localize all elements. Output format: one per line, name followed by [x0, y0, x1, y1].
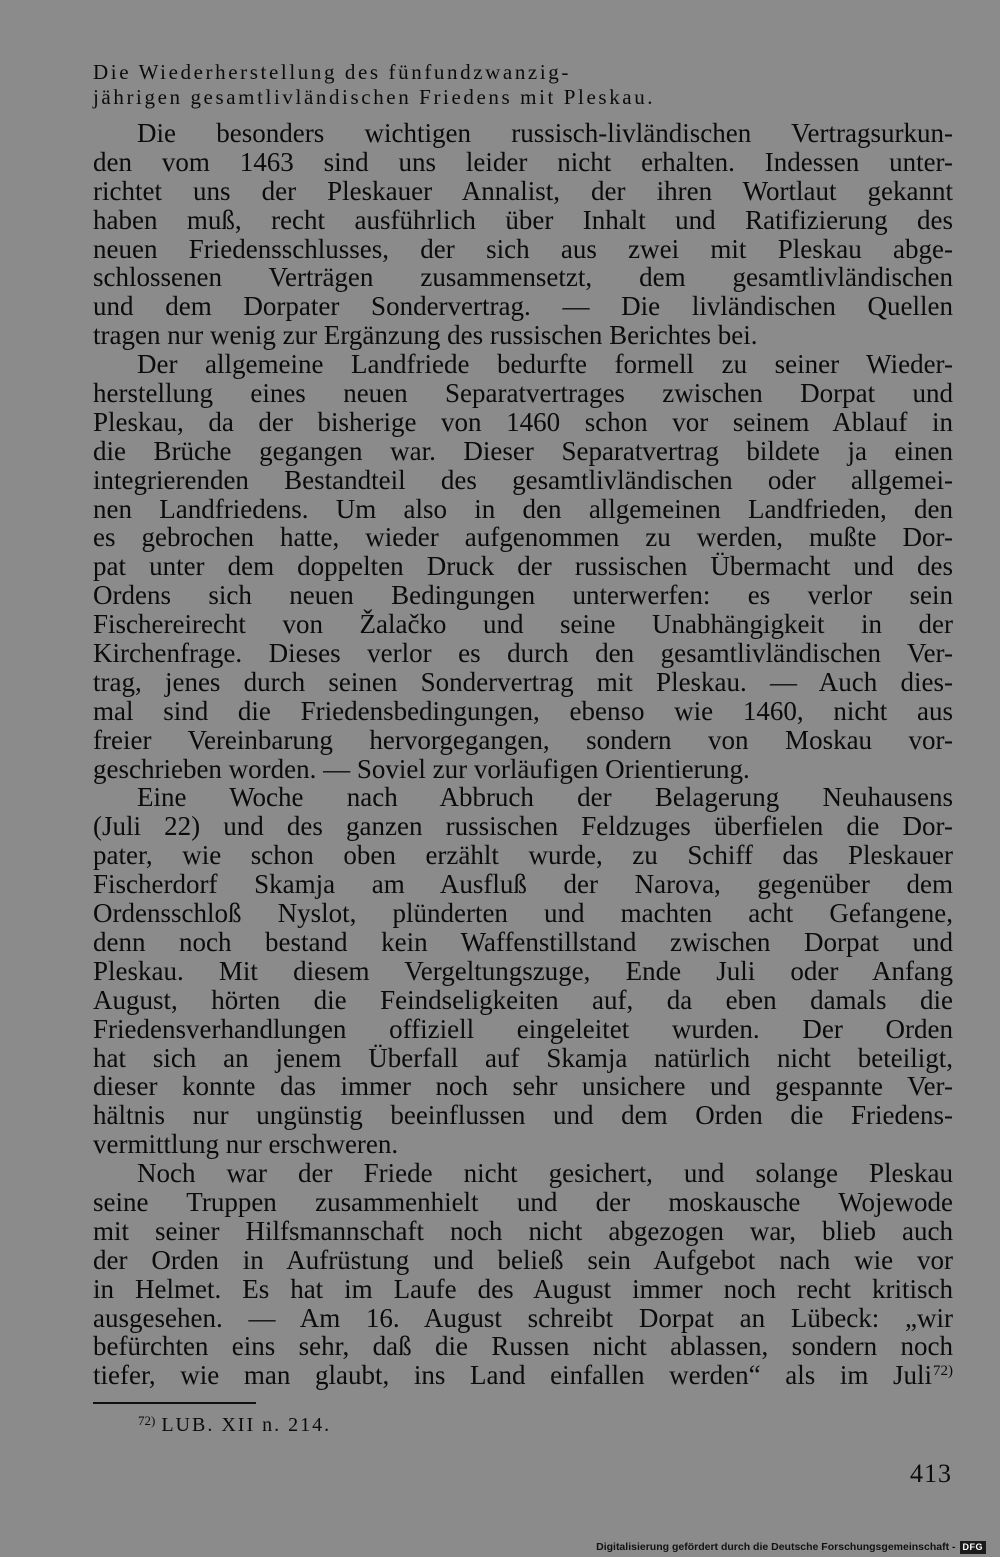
text-line: und dem Dorpater Sondervertrag. — Die livländischen Quellen — [93, 291, 953, 322]
text-line: pater, wie schon oben erzählt wurde, zu Schiff das Pleskauer — [93, 840, 953, 871]
footnote — [138, 1412, 331, 1440]
text-line: der Orden in Aufrüstung und beließ sein Aufgebot nach wie vor — [93, 1244, 953, 1275]
text-line: ausgesehen. — Am 16. August schreibt Dorpat an Lübeck: „wir — [93, 1302, 953, 1333]
dfg-logo: DFG — [960, 1541, 987, 1554]
text-line: Ordens sich neuen Bedingungen unterwerfen: es verlor sein — [93, 580, 953, 611]
text-line: (Juli 22) und des ganzen russischen Feldzuges überfielen die Dor- — [93, 811, 953, 842]
paragraph-4 — [93, 1159, 953, 1390]
footnote-rule — [93, 1402, 256, 1404]
footnote-ref: 72) — [933, 1363, 953, 1380]
text-line: Die besonders wichtigen russisch-livländischen Vertragsurkun- — [137, 118, 953, 148]
text-line: richtet uns der Pleskauer Annalist, der ihren Wortlaut gekannt — [93, 175, 953, 206]
text-line: schlossenen Verträgen zusammensetzt, dem gesamtlivländischen — [93, 262, 953, 293]
text-line: Kirchenfrage. Dieses verlor es durch den gesamtlivländischen Ver- — [93, 638, 953, 669]
text-line: herstellung eines neuen Separatvertrages zwischen Dorpat und — [93, 378, 953, 409]
footnote-text: LUB. XII n. 214. — [161, 1414, 332, 1436]
text-line: tragen nur wenig zur Ergänzung des russischen Berichtes bei. — [93, 320, 758, 351]
text-line: mal sind die Friedensbedingungen, ebenso wie 1460, nicht aus — [93, 695, 953, 726]
text-line: mit seiner Hilfsmannschaft noch nicht abgezogen war, blieb auch — [93, 1215, 953, 1246]
text-line: Fischerdorf Skamja am Ausfluß der Narova, gegenüber dem — [93, 869, 953, 900]
text-line: hältnis nur ungünstig beeinflussen und dem Orden die Friedens- — [93, 1100, 953, 1131]
paragraph-3 — [93, 783, 953, 1159]
text-line: freier Vereinbarung hervorgegangen, sondern von Moskau vor- — [93, 724, 953, 755]
section-heading — [93, 60, 793, 110]
text-line: Ordensschloß Nyslot, plünderten und machten acht Gefangene, — [93, 898, 953, 929]
text-line: neuen Friedensschlusses, der sich aus zwei mit Pleskau abge- — [93, 233, 953, 264]
paragraph-2 — [93, 350, 953, 783]
text-line: Noch war der Friede nicht gesichert, und solange Pleskau — [137, 1158, 953, 1189]
text-line: haben muß, recht ausführlich über Inhalt und Ratifizierung des — [93, 204, 953, 235]
text-line: denn noch bestand kein Waffenstillstand zwischen Dorpat und — [93, 926, 953, 957]
text-line: Fischereirecht von Žalačko und seine Unabhängigkeit in der — [93, 609, 953, 640]
text-line: integrierenden Bestandteil des gesamtlivländischen oder allgemei- — [93, 464, 953, 495]
text-line: dieser konnte das immer noch sehr unsichere und gespannte Ver- — [93, 1071, 953, 1102]
text-line: in Helmet. Es hat im Laufe des August immer noch recht kritisch — [93, 1273, 953, 1304]
text-line: Pleskau. Mit diesem Vergeltungszuge, Ende Juli oder Anfang — [93, 955, 953, 986]
text-line: es gebrochen hatte, wieder aufgenommen zu werden, mußte Dor- — [93, 522, 953, 553]
footnote-marker: 72) — [138, 1413, 156, 1428]
text-line: vermittlung nur erschweren. — [93, 1129, 399, 1160]
text-line: seine Truppen zusammenhielt und der moskausche Wojewode — [93, 1186, 953, 1217]
text-line: August, hörten die Feindseligkeiten auf, da eben damals die — [93, 984, 953, 1015]
text-line: nen Landfriedens. Um also in den allgemeinen Landfrieden, den — [93, 493, 953, 524]
text-line: die Brüche gegangen war. Dieser Separatvertrag bildete ja einen — [93, 435, 953, 466]
text-line: hat sich an jenem Überfall auf Skamja natürlich nicht beteiligt, — [93, 1042, 953, 1073]
text-line: pat unter dem doppelten Druck der russischen Übermacht und des — [93, 551, 953, 582]
text-line: geschrieben worden. — Soviel zur vorläufigen Orientierung. — [93, 753, 750, 784]
text-line: trag, jenes durch seinen Sondervertrag mit Pleskau. — Auch dies- — [93, 666, 953, 697]
text-line: Der allgemeine Landfriede bedurfte formell zu seiner Wieder- — [137, 349, 953, 380]
text-line: Eine Woche nach Abbruch der Belagerung Neuhausens — [137, 782, 953, 813]
credit-text: Digitalisierung gefördert durch die Deutsche Forschungsgemeinschaft - — [596, 1541, 956, 1553]
paragraph-1 — [93, 119, 953, 350]
text-line-with-note — [93, 1361, 953, 1390]
text-line: befürchten eins sehr, daß die Russen nicht ablassen, sondern noch — [93, 1331, 953, 1362]
text-line: den vom 1463 sind uns leider nicht erhalten. Indessen unter- — [93, 146, 953, 177]
page-number: 413 — [910, 1459, 952, 1488]
text-line: tiefer, wie man glaubt, ins Land einfallen werden“ als im Juli — [93, 1360, 932, 1391]
text-line: Pleskau, da der bisherige von 1460 schon vor seinem Ablauf in — [93, 406, 953, 437]
heading-line: Die Wiederherstellung des fünfundzwanzig- — [93, 60, 571, 84]
body-text — [93, 119, 953, 1390]
digitization-credit — [596, 1540, 986, 1554]
text-line: Friedensverhandlungen offiziell eingeleitet wurden. Der Orden — [93, 1013, 953, 1044]
heading-line: jährigen gesamtlivländischen Friedens mit Pleskau. — [93, 85, 656, 109]
